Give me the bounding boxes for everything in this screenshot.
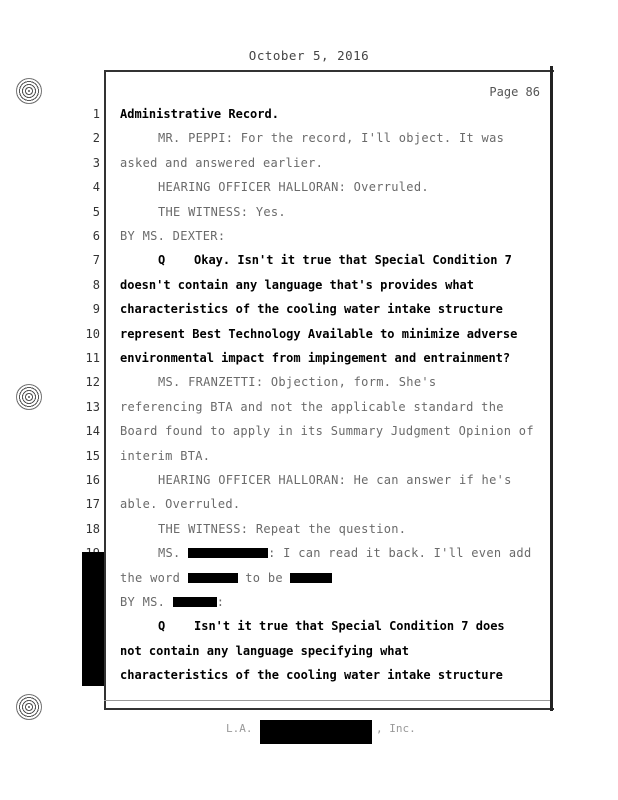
line-text-segment: asked and answered earlier. bbox=[120, 156, 324, 170]
line-number: 12 bbox=[85, 375, 100, 389]
line-text-segment: characteristics of the cooling water intake structure bbox=[120, 668, 503, 682]
page-number: Page 86 bbox=[489, 85, 540, 99]
line-number: 11 bbox=[85, 351, 100, 365]
transcript-line bbox=[120, 644, 540, 658]
transcript-line bbox=[120, 253, 578, 267]
transcript-line bbox=[120, 302, 540, 316]
seal-middle bbox=[16, 384, 42, 410]
transcript-line bbox=[120, 546, 578, 560]
transcript-line bbox=[120, 180, 578, 194]
line-text-segment: the word bbox=[120, 571, 188, 585]
transcript-line bbox=[120, 205, 578, 219]
transcript-line bbox=[120, 327, 540, 341]
line-number: 3 bbox=[92, 156, 100, 170]
line-text-segment: doesn't contain any language that's provides what bbox=[120, 278, 475, 292]
transcript-line bbox=[120, 351, 540, 365]
line-text-segment: Administrative Record. bbox=[120, 107, 279, 121]
question-marker: Q bbox=[158, 619, 166, 633]
line-number: 7 bbox=[92, 253, 100, 267]
transcript-line bbox=[120, 400, 540, 414]
line-text-segment: HEARING OFFICER HALLORAN: He can answer if he's bbox=[158, 473, 512, 487]
redaction-box bbox=[188, 548, 268, 558]
line-text-segment: Board found to apply in its Summary Judgment Opinion of bbox=[120, 424, 534, 438]
line-text-segment: referencing BTA and not the applicable standard the bbox=[120, 400, 504, 414]
line-text-segment: to be bbox=[237, 571, 291, 585]
transcript-line bbox=[120, 668, 540, 682]
line-text-segment: BY MS. bbox=[120, 595, 173, 609]
line-number: 15 bbox=[85, 449, 100, 463]
transcript-line bbox=[120, 619, 578, 633]
line-text-segment: able. Overruled. bbox=[120, 497, 241, 511]
transcript-line bbox=[120, 229, 540, 243]
line-text-segment: HEARING OFFICER HALLORAN: Overruled. bbox=[158, 180, 429, 194]
line-text-segment: environmental impact from impingement and entrainment? bbox=[120, 351, 511, 365]
line-number: 9 bbox=[92, 302, 100, 316]
line-number: 6 bbox=[92, 229, 100, 243]
line-text-segment: MR. PEPPI: For the record, I'll object. It was bbox=[158, 131, 505, 145]
line-text-segment: represent Best Technology Available to minimize adverse bbox=[120, 327, 518, 341]
redaction-box bbox=[290, 573, 332, 583]
transcript-line bbox=[120, 131, 578, 145]
transcript-line bbox=[120, 107, 540, 121]
line-number: 1 bbox=[92, 107, 100, 121]
left-redaction-bar bbox=[82, 552, 104, 686]
line-text-segment: characteristics of the cooling water intake structure bbox=[120, 302, 503, 316]
line-text-segment: MS. FRANZETTI: Objection, form. She's bbox=[158, 375, 437, 389]
line-number: 4 bbox=[92, 180, 100, 194]
line-text-segment: not contain any language specifying what bbox=[120, 644, 409, 658]
transcript-line bbox=[120, 522, 578, 536]
transcript-line bbox=[120, 497, 540, 511]
line-number: 5 bbox=[92, 205, 100, 219]
seal-bottom bbox=[16, 694, 42, 720]
line-text-segment: : I can read it back. I'll even add bbox=[268, 546, 532, 560]
question-marker: Q bbox=[158, 253, 166, 267]
scan-line bbox=[104, 700, 550, 701]
line-number: 16 bbox=[85, 473, 100, 487]
line-text-segment: THE WITNESS: Yes. bbox=[158, 205, 286, 219]
footer-right-text: , Inc. bbox=[376, 722, 416, 735]
transcript-line bbox=[120, 156, 540, 170]
line-text-segment: interim BTA. bbox=[120, 449, 211, 463]
transcript-line bbox=[120, 424, 540, 438]
redaction-box bbox=[188, 573, 238, 583]
transcript-line bbox=[120, 473, 578, 487]
line-number: 8 bbox=[92, 278, 100, 292]
transcript-line bbox=[120, 375, 578, 389]
transcript-line bbox=[120, 278, 540, 292]
line-text-segment: Isn't it true that Special Condition 7 does bbox=[194, 619, 505, 633]
transcript-line bbox=[120, 595, 540, 609]
line-text-segment: : bbox=[216, 595, 225, 609]
line-number: 17 bbox=[85, 497, 100, 511]
line-text-segment: THE WITNESS: Repeat the question. bbox=[158, 522, 407, 536]
line-number: 10 bbox=[85, 327, 100, 341]
line-text-segment: MS. bbox=[158, 546, 189, 560]
transcript-line bbox=[120, 571, 540, 585]
line-number: 18 bbox=[85, 522, 100, 536]
seal-top bbox=[16, 78, 42, 104]
line-number: 14 bbox=[85, 424, 100, 438]
header-date: October 5, 2016 bbox=[248, 48, 370, 63]
footer-left-text: L.A. bbox=[226, 722, 253, 735]
line-text-segment: Okay. Isn't it true that Special Condition 7 bbox=[194, 253, 512, 267]
footer-redaction bbox=[260, 720, 372, 744]
redaction-box bbox=[173, 597, 217, 607]
transcript-line bbox=[120, 449, 540, 463]
line-number: 2 bbox=[92, 131, 100, 145]
line-text-segment: BY MS. DEXTER: bbox=[120, 229, 226, 243]
line-number: 13 bbox=[85, 400, 100, 414]
